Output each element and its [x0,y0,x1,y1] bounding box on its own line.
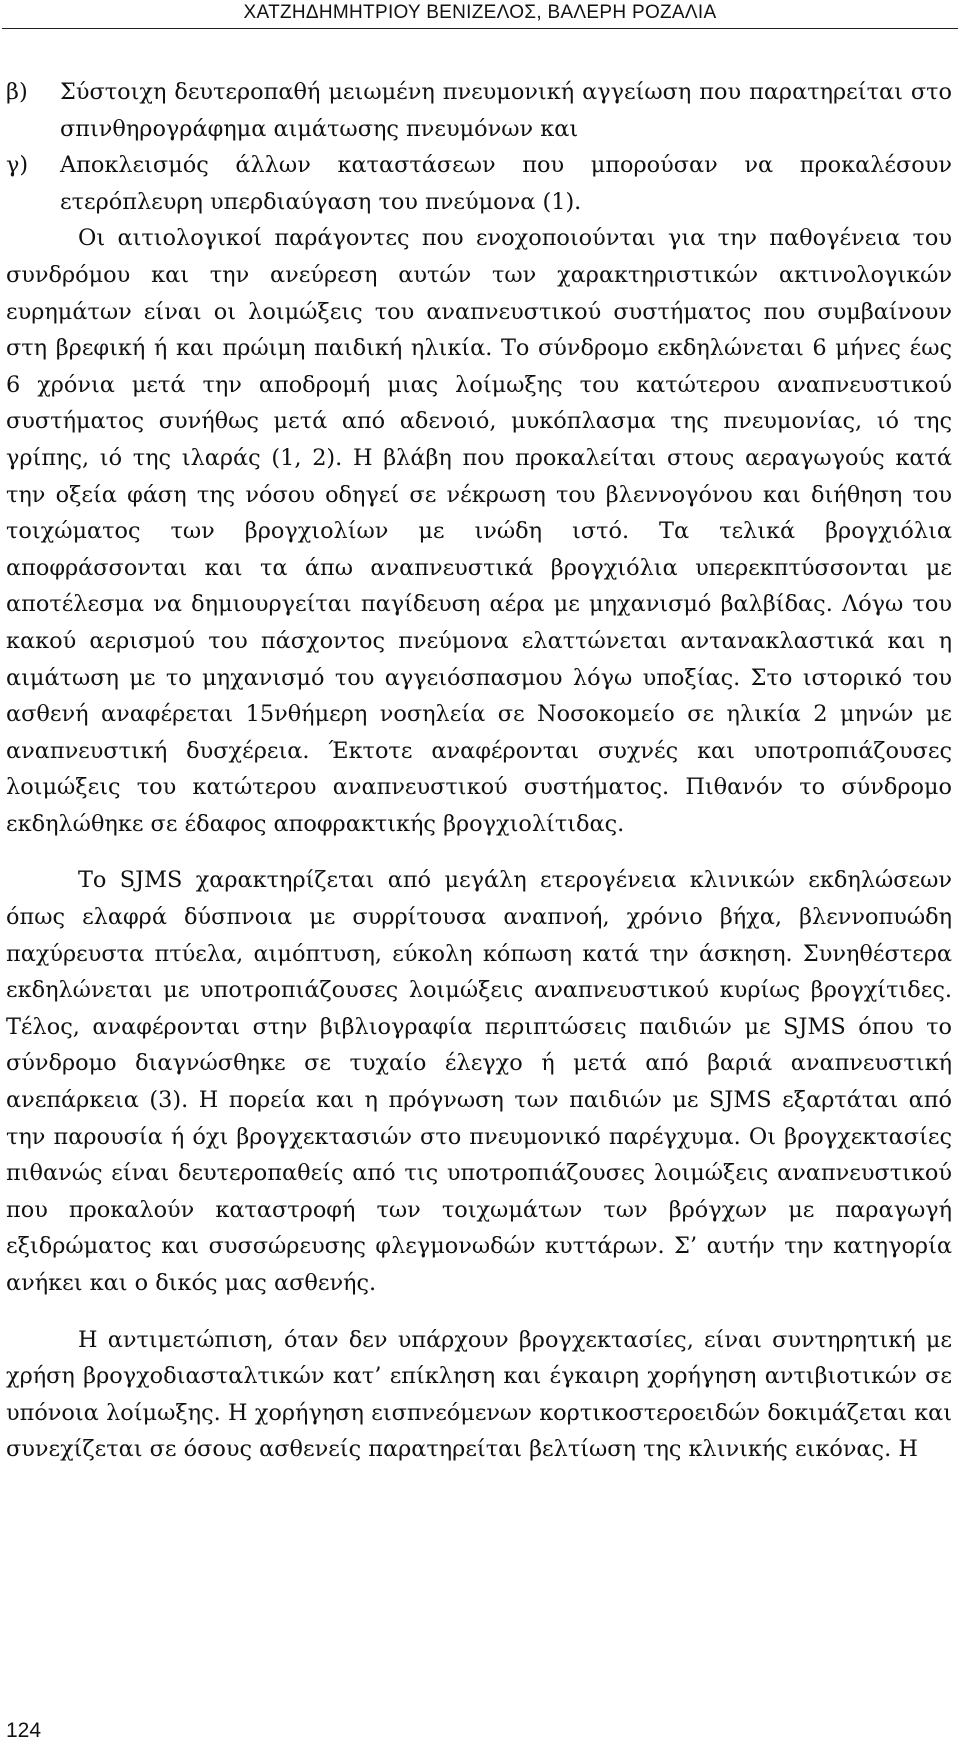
list-item-text: Σύστοιχη δευτεροπαθή μειωμένη πνευμονική αγγείωση που παρατηρείται στο σπινθηρογράφημα αιμάτωσης πνευμόνων και [60,79,952,142]
list-marker: β) [6,79,28,105]
body-text [6,74,952,1468]
list-marker: γ) [6,152,29,179]
paragraph-etiology: Οι αιτιολογικοί παράγοντες που ενοχοποιούνται για την παθογένεια του συνδρόμου και την ανεύρεση αυτών των χαρακτηριστικών ακτινολογικών ευρημάτων είναι οι λοιμώξεις του αναπνευστικού συστήματος που συμβαίνουν στη βρεφική ή και πρώιμη παιδική ηλικία. Το σύνδρομο εκδηλώνεται 6 μήνες έως 6 χρόνια μετά την αποδρομή μιας λοίμωξης του κατώτερου αναπνευστικού συστήματος συνήθως μετά από αδενοιό, μυκόπλασμα της πνευμονίας, ιό της γρίπης, ιό της ιλαράς (1, 2). Η βλάβη που προκαλείται στους αεραγωγούς κατά την οξεία φάση της νόσου οδηγεί σε νέκρωση του βλεννογόνου και διήθηση του τοιχώματος των βρογχιολίων με ινώδη ιστό. Τα τελικά βρογχιόλια αποφράσσονται και τα άπω αναπνευστικά βρογχιόλια υπερεκπτύσσονται με αποτέλεσμα να δημιουργείται παγίδευση αέρα με μηχανισμό βαλβίδας. Λόγω του κακού αερισμού του πάσχοντος πνεύμονα ελαττώνεται αντανακλαστικά και η αιμάτωση με το μηχανισμό του αγγειόσπασμου λόγω υποξίας. Στο ιστορικό του ασθενή αναφέρεται 15νθήμερη νοσηλεία σε Νοσοκομείο σε ηλικία 2 μηνών με αναπνευστική δυσχέρεια. Έκτοτε αναφέρονται συχνές και υποτροπιάζουσες λοιμώξεις του κατώτερου αναπνευστικού συστήματος. Πιθανόν το σύνδρομο εκδηλώθηκε σε έδαφος αποφρακτικής βρογχιολίτιδας. [6,225,952,837]
paragraph-clinical-presentation: Το SJMS χαρακτηρίζεται από μεγάλη ετερογένεια κλινικών εκδηλώσεων όπως ελαφρά δύσπνοια με συρρίτουσα αναπνοή, χρόνιο βήχα, βλεννοπυώδη παχύρευστα πτύελα, αιμόπτυση, εύκολη κόπωση κατά την άσκηση. Συνηθέστερα εκδηλώνεται με υποτροπιάζουσες λοιμώξεις αναπνευστικού κυρίως βρογχίτιδες. Τέλος, αναφέρονται στην βιβλιογραφία περιπτώσεις παιδιών με SJMS όπου το σύνδρομο διαγνώσθηκε σε τυχαίο έλεγχο ή μετά από βαριά αναπνευστική ανεπάρκεια (3). Η πορεία και η πρόγνωση των παιδιών με SJMS εξαρτάται από την παρουσία ή όχι βρογχεκτασιών στο πνευμονικό παρέγχυμα. Οι βρογχεκτασίες πιθανώς είναι δευτεροπαθείς από τις υποτροπιάζουσες λοιμώξεις αναπνευστικού που προκαλούν καταστροφή των τοιχωμάτων των βρόγχων με παραγωγή εξιδρώματος και συσσώρευσης φλεγμονωδών κυττάρων. Σ’ αυτήν την κατηγορία ανήκει και ο δικός μας ασθενής. [6,867,952,1296]
list-item [6,74,952,147]
running-header: ΧΑΤΖΗΔΗΜΗΤΡΙΟΥ ΒΕΝΙΖΕΛΟΣ, ΒΑΛΕΡΗ ΡΟΖΑΛΙΑ [2,0,958,29]
list-item [6,147,952,220]
page-number: 124 [6,1719,42,1742]
list-item-text: Αποκλεισμός άλλων καταστάσεων που μπορούσαν να προκαλέσουν ετερόπλευρη υπερδιαύγαση του πνεύμονα (1). [60,152,952,215]
paragraph-treatment: Η αντιμετώπιση, όταν δεν υπάρχουν βρογχεκτασίες, είναι συντηρητική με χρήση βρογχοδιασταλτικών κατ’ επίκληση και έγκαιρη χορήγηση αντιβιοτικών σε υπόνοια λοίμωξης. Η χορήγηση εισπνεόμενων κορτικοστεροειδών δοκιμάζεται και συνεχίζεται σε όσους ασθενείς παρατηρείται βελτίωση της κλινικής εικόνας. Η [6,1326,952,1463]
